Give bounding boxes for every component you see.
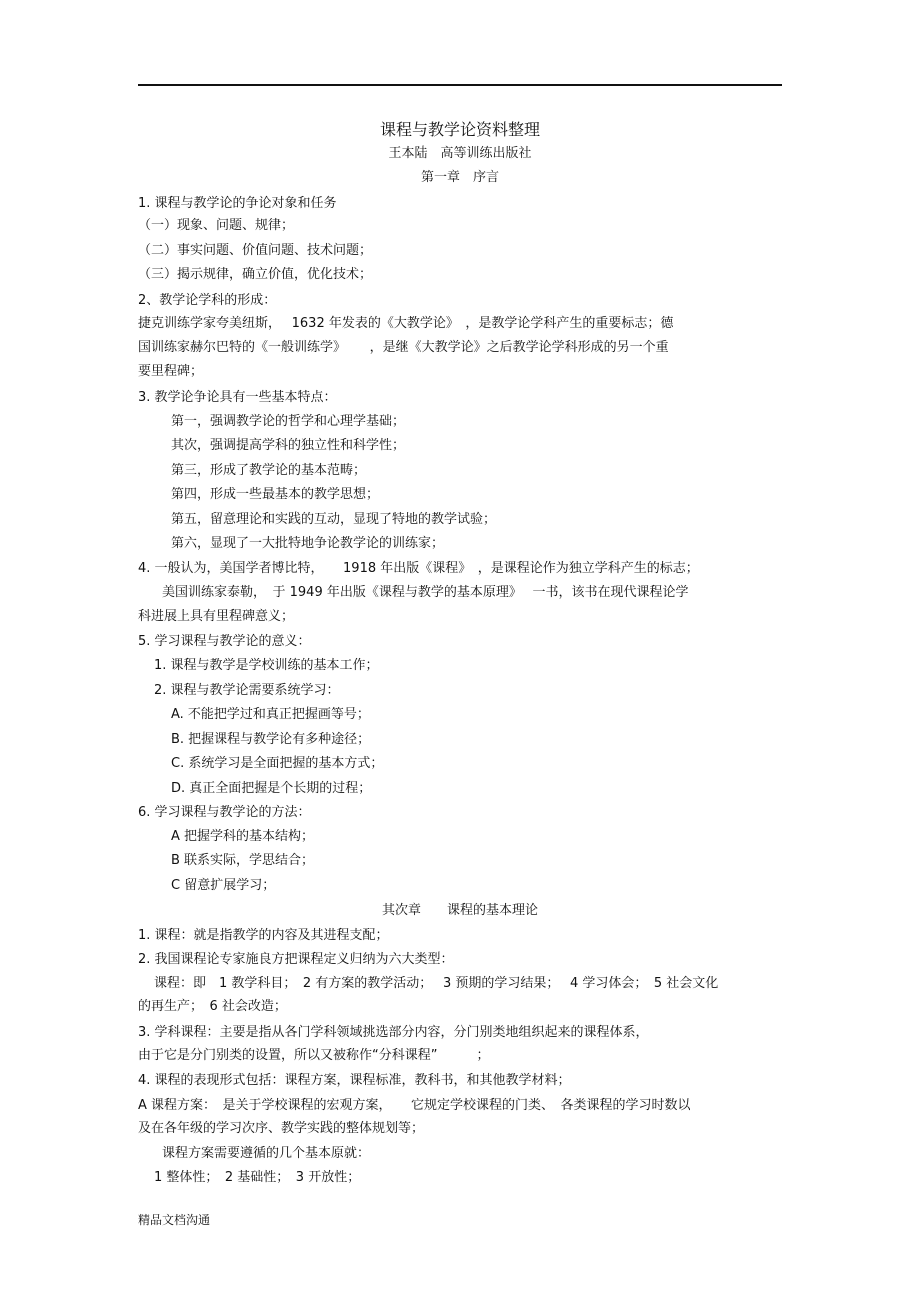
text-line: A 把握学科的基本结构； <box>171 829 315 844</box>
text-line: 科进展上具有里程碑意义； <box>138 609 295 624</box>
text-line: 美国训练家泰勒， 于 1949 年出版《课程与教学的基本原理》 一书，该书在现代课程论学 <box>162 585 689 600</box>
author-publisher: 王本陆 高等训练出版社 <box>388 146 532 161</box>
top-rule <box>138 84 782 86</box>
text-line: 第三，形成了教学论的基本范畴； <box>171 463 367 478</box>
text-line: 1. 课程：就是指教学的内容及其进程支配； <box>138 928 389 943</box>
text-line: C. 系统学习是全面把握的基本方式； <box>171 756 384 771</box>
text-line: A 课程方案： 是关于学校课程的宏观方案， 它规定学校课程的门类、 各类课程的学习时数以 <box>138 1098 691 1113</box>
text-line: 3. 学科课程：主要是指从各门学科领域挑选部分内容，分门别类地组织起来的课程体系， <box>138 1025 649 1040</box>
text-line: 课程方案需要遵循的几个基本原就： <box>162 1146 371 1161</box>
text-line: 5. 学习课程与教学论的意义： <box>138 634 311 649</box>
text-line: A. 不能把学过和真正把握画等号； <box>171 707 370 722</box>
page-footer: 精品文档沟通 <box>138 1213 211 1227</box>
text-line: 1. 课程与教学是学校训练的基本工作； <box>154 658 379 673</box>
text-line: 第一，强调教学论的哲学和心理学基础； <box>171 414 406 429</box>
text-line: 4. 课程的表现形式包括：课程方案，课程标准，教科书，和其他教学材料； <box>138 1073 571 1088</box>
text-line: 第五，留意理论和实践的互动，显现了特地的教学试验； <box>171 512 497 527</box>
text-line: 及在各年级的学习次序、教学实践的整体规划等； <box>138 1121 425 1136</box>
text-line: D. 真正全面把握是个长期的过程； <box>171 781 372 796</box>
text-line: 要里程碑； <box>138 364 204 379</box>
text-line: 由于它是分门别类的设置，所以又被称作“分科课程” ； <box>138 1048 490 1063</box>
text-line: 其次，强调提高学科的独立性和科学性； <box>171 438 406 453</box>
text-line: 的再生产； 6 社会改造； <box>138 999 287 1014</box>
text-line: （三）揭示规律，确立价值，优化技术； <box>138 267 373 282</box>
text-line: 1 整体性； 2 基础性； 3 开放性； <box>154 1170 361 1185</box>
text-line: 3. 教学论争论具有一些基本特点： <box>138 390 337 405</box>
text-line: 2. 课程与教学论需要系统学习： <box>154 683 340 698</box>
chapter-1-heading: 第一章 序言 <box>420 170 499 185</box>
text-line: 6. 学习课程与教学论的方法： <box>138 805 311 820</box>
text-line: （一）现象、问题、规律； <box>138 218 295 233</box>
page-title: 课程与教学论资料整理 <box>379 120 540 139</box>
text-line: C 留意扩展学习； <box>171 878 276 893</box>
chapter-2-heading: 其次章 课程的基本理论 <box>381 903 538 918</box>
text-line: 2. 我国课程论专家施良方把课程定义归纳为六大类型： <box>138 952 454 967</box>
text-line: B 联系实际，学思结合； <box>171 853 315 868</box>
text-line: B. 把握课程与教学论有多种途径； <box>171 732 371 747</box>
text-line: （二）事实问题、价值问题、技术问题； <box>138 243 373 258</box>
text-line: 4. 一般认为，美国学者博比特， 1918 年出版《课程》 ，是课程论作为独立学科产生的标志； <box>138 561 699 576</box>
text-line: 第四，形成一些最基本的教学思想； <box>171 487 380 502</box>
text-line: 第六，显现了一大批特地争论教学论的训练家； <box>171 536 445 551</box>
text-line: 国训练家赫尔巴特的《一般训练学》 ，是继《大教学论》之后教学论学科形成的另一个重 <box>138 340 669 355</box>
text-line: 1. 课程与教学论的争论对象和任务 <box>138 196 337 211</box>
text-line: 捷克训练学家夸美纽斯， 1632 年发表的《大教学论》 ，是教学论学科产生的重要标志；德 <box>138 316 674 331</box>
text-line: 2、教学论学科的形成： <box>138 293 277 308</box>
text-line: 课程：即 1 教学科目； 2 有方案的教学活动； 3 预期的学习结果； 4 学习体会； 5 社会文化 <box>154 976 719 991</box>
